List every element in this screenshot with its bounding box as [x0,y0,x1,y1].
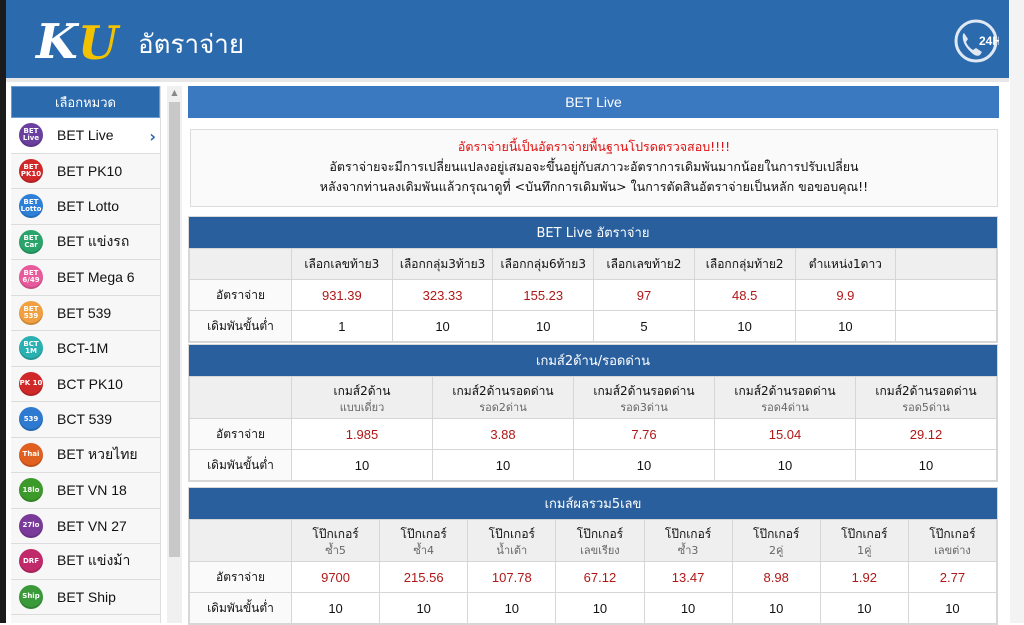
sidebar-item[interactable] [11,438,160,474]
column-header [732,520,820,562]
sidebar-item-label: BET แข่งม้า [57,552,131,569]
category-badge-icon: Thai [19,443,43,467]
scroll-up-icon[interactable]: ▲ [171,88,178,97]
column-header-subtitle: แบบเดี่ยว [339,400,385,414]
column-header-title: เกมส์2ด้านรอดด่าน [452,383,554,398]
sidebar-item[interactable] [11,331,160,367]
sidebar-item-label: BET Mega 6 [57,269,135,286]
min-bet-cell: 10 [392,311,493,342]
column-header: เลือกเลขท้าย2 [594,249,695,280]
rate-cell: 9.9 [795,280,896,311]
min-bet-cell: 10 [856,450,997,481]
column-header [908,520,996,562]
column-header [644,520,732,562]
notice-line-2: อัตราจ่ายจะมีการเปลี่ยนแปลงอยู่เสมอจะขึ้นอยู่กับสภาวะอัตราการเดิมพันมากน้อยในการปรับเปลี่ยน [329,159,859,174]
sidebar-item-label: BET หวยไทย [57,445,138,462]
rate-cell: 1.985 [292,419,433,450]
row-label: อัตราจ่าย [190,280,292,311]
rate-cell: 107.78 [468,562,556,593]
row-label: เดิมพันขั้นต่ำ [190,450,292,481]
category-badge-icon: BET 6/49 [19,265,43,289]
column-header-title: เกมส์2ด้านรอดด่าน [593,383,695,398]
table-title: BET Live อัตราจ่าย [189,217,997,248]
category-badge-icon: BET PK10 [19,159,43,183]
column-header-title: โป๊กเกอร์ [664,526,712,541]
sidebar-item[interactable] [11,509,160,545]
column-header: เลือกกลุ่ม3ท้าย3 [392,249,493,280]
category-badge-icon: 539 [19,407,43,431]
min-bet-cell: 10 [433,450,574,481]
category-badge-icon: 27lo [19,514,43,538]
table-two-sided [188,344,998,482]
phone-24h-icon[interactable] [953,18,999,64]
table-title: เกมส์ผลรวม5เลข [189,488,997,519]
column-header: ตำแหน่ง1ดาว [795,249,896,280]
row-label: เดิมพันขั้นต่ำ [190,593,292,624]
sidebar-item-label: BET VN 18 [57,482,127,499]
rate-cell [896,280,997,311]
column-header-title: โป๊กเกอร์ [929,526,976,541]
category-badge-icon: DRF [19,549,43,573]
table-sum-five [188,487,998,625]
rate-cell: 931.39 [292,280,393,311]
page-title: อัตราจ่าย [138,29,245,59]
rate-cell: 3.88 [433,419,574,450]
rate-cell: 29.12 [856,419,997,450]
rate-cell: 7.76 [574,419,715,450]
column-header [433,377,574,419]
sidebar-item-label: BET Live [57,127,114,144]
column-header-subtitle: ซ้ำ3 [677,543,699,557]
header-spacer [190,520,292,562]
scroll-thumb[interactable] [169,102,180,557]
sidebar-item[interactable] [11,580,160,616]
sidebar-item[interactable] [11,367,160,403]
category-badge-icon: BET Lotto [19,194,43,218]
ku-logo[interactable] [36,14,120,70]
category-badge-icon: 18lo [19,478,43,502]
sidebar-item[interactable] [11,402,160,438]
category-badge-icon: BET Car [19,230,43,254]
column-header-title: เกมส์2ด้าน [333,383,391,398]
sidebar-item-label: BET Ship [57,588,116,605]
column-header-subtitle: 1คู่ [857,543,872,557]
row-label: เดิมพันขั้นต่ำ [190,311,292,342]
sidebar-item[interactable] [11,118,160,154]
min-bet-row [190,450,997,481]
sidebar-heading: เลือกหมวด [11,86,160,118]
column-header [556,520,644,562]
column-header: เลือกกลุ่ม6ท้าย3 [493,249,594,280]
table-header-row [190,377,997,419]
column-header: เลือกกลุ่มท้าย2 [694,249,795,280]
rate-cell: 155.23 [493,280,594,311]
header-spacer [190,377,292,419]
min-bet-row [190,311,997,342]
min-bet-row [190,593,997,624]
sidebar-item[interactable] [11,260,160,296]
category-badge-icon: PK 10 [19,372,43,396]
table-bet-live [188,216,998,343]
min-bet-cell: 10 [468,593,556,624]
min-bet-cell: 10 [292,593,380,624]
notice-line-3: หลังจากท่านลงเดิมพันแล้วกรุณาดูที่ <บันทึกการเดิมพัน> ในการตัดสินอัตราจ่ายเป็นหลัก ขอขอบคุณ!! [319,179,869,194]
notice-box [190,129,998,207]
column-header-title: โป๊กเกอร์ [488,526,535,541]
min-bet-cell: 5 [594,311,695,342]
column-header-subtitle: เลขต่าง [934,543,971,557]
sidebar-item-label: BCT 539 [57,411,112,428]
row-label: อัตราจ่าย [190,562,292,593]
column-header [856,377,997,419]
column-header [292,520,380,562]
notice-warning: อัตราจ่ายนี้เป็นอัตราจ่ายพื้นฐานโปรดตรวจสอบ!!!! [457,139,731,154]
main-content [188,86,999,623]
category-badge-icon: Ship [19,585,43,609]
column-header [574,377,715,419]
min-bet-cell: 10 [795,311,896,342]
column-header [468,520,556,562]
column-header-title: เกมส์2ด้านรอดด่าน [875,383,977,398]
rate-cell: 8.98 [732,562,820,593]
rate-cell: 15.04 [715,419,856,450]
column-header-subtitle: รอด5ด่าน [902,400,950,414]
min-bet-cell: 10 [644,593,732,624]
column-header [820,520,908,562]
min-bet-cell: 10 [820,593,908,624]
column-header-title: โป๊กเกอร์ [753,526,800,541]
sidebar-item-label: BCT PK10 [57,375,123,392]
min-bet-cell: 10 [493,311,594,342]
column-header-subtitle: ซ้ำ5 [325,543,346,557]
column-header-title: โป๊กเกอร์ [576,526,624,541]
rate-cell: 67.12 [556,562,644,593]
min-bet-cell: 10 [556,593,644,624]
sidebar-item[interactable] [11,154,160,190]
min-bet-cell: 10 [715,450,856,481]
min-bet-cell: 10 [292,450,433,481]
window-edge [0,0,6,623]
column-header [715,377,856,419]
rate-cell: 2.77 [908,562,996,593]
column-header-title: โป๊กเกอร์ [841,526,888,541]
column-header-subtitle: น้ำเต้า [496,543,528,557]
page-margin [1010,0,1024,623]
row-label: อัตราจ่าย [190,419,292,450]
column-header-subtitle: 2คู่ [769,543,784,557]
sidebar-item-label: BET VN 27 [57,517,127,534]
column-header-subtitle: รอด2ด่าน [479,400,527,414]
table-header-row [190,249,997,280]
logo-letter-u: U [78,16,119,70]
category-badge-icon: BCT 1M [19,336,43,360]
column-header [380,520,468,562]
min-bet-cell: 1 [292,311,393,342]
column-header-subtitle: เลขเรียง [580,543,620,557]
sidebar-item[interactable] [11,296,160,332]
rate-row [190,280,997,311]
rate-cell: 9700 [292,562,380,593]
min-bet-cell [896,311,997,342]
category-sidebar [11,86,161,623]
rate-cell: 323.33 [392,280,493,311]
column-header-subtitle: รอด4ด่าน [761,400,809,414]
sidebar-item-label: BET 539 [57,304,112,321]
rate-cell: 215.56 [380,562,468,593]
column-header [292,377,433,419]
sidebar-item-label: BET PK10 [57,162,123,179]
rate-row [190,419,997,450]
phone-label: 24H [979,34,999,48]
column-header-subtitle: ซ้ำ4 [413,543,435,557]
min-bet-cell: 10 [732,593,820,624]
min-bet-cell: 10 [380,593,468,624]
sidebar-item[interactable] [11,544,160,580]
rate-cell: 48.5 [694,280,795,311]
rate-cell: 97 [594,280,695,311]
sidebar-item[interactable] [11,473,160,509]
table-title: เกมส์2ด้าน/รอดด่าน [189,345,997,376]
min-bet-cell: 10 [694,311,795,342]
rate-row [190,562,997,593]
category-badge-icon: BET Live [19,123,43,147]
header-bar [6,0,1009,82]
main-heading: BET Live [188,86,999,118]
category-badge-icon: BET 539 [19,301,43,325]
column-header-title: เกมส์2ด้านรอดด่าน [734,383,836,398]
sidebar-item-label: BET Lotto [57,198,120,215]
logo-letter-k: K [36,14,72,70]
min-bet-cell: 10 [574,450,715,481]
min-bet-cell: 10 [908,593,996,624]
sidebar-item[interactable] [11,225,160,261]
header-spacer [190,249,292,280]
sidebar-item-label: BET แข่งรถ [57,232,130,249]
rate-cell: 1.92 [820,562,908,593]
sidebar-item-label: BCT-1M [57,340,109,357]
sidebar-item[interactable] [11,189,160,225]
chevron-right-icon: › [149,127,156,146]
column-header-title: โป๊กเกอร์ [312,526,359,541]
column-header-subtitle: รอด3ด่าน [620,400,668,414]
column-header-title: โป๊กเกอร์ [400,526,447,541]
column-header: เลือกเลขท้าย3 [292,249,393,280]
rate-cell: 13.47 [644,562,732,593]
table-header-row [190,520,997,562]
sidebar-scrollbar[interactable] [167,86,182,623]
column-header [896,249,997,280]
